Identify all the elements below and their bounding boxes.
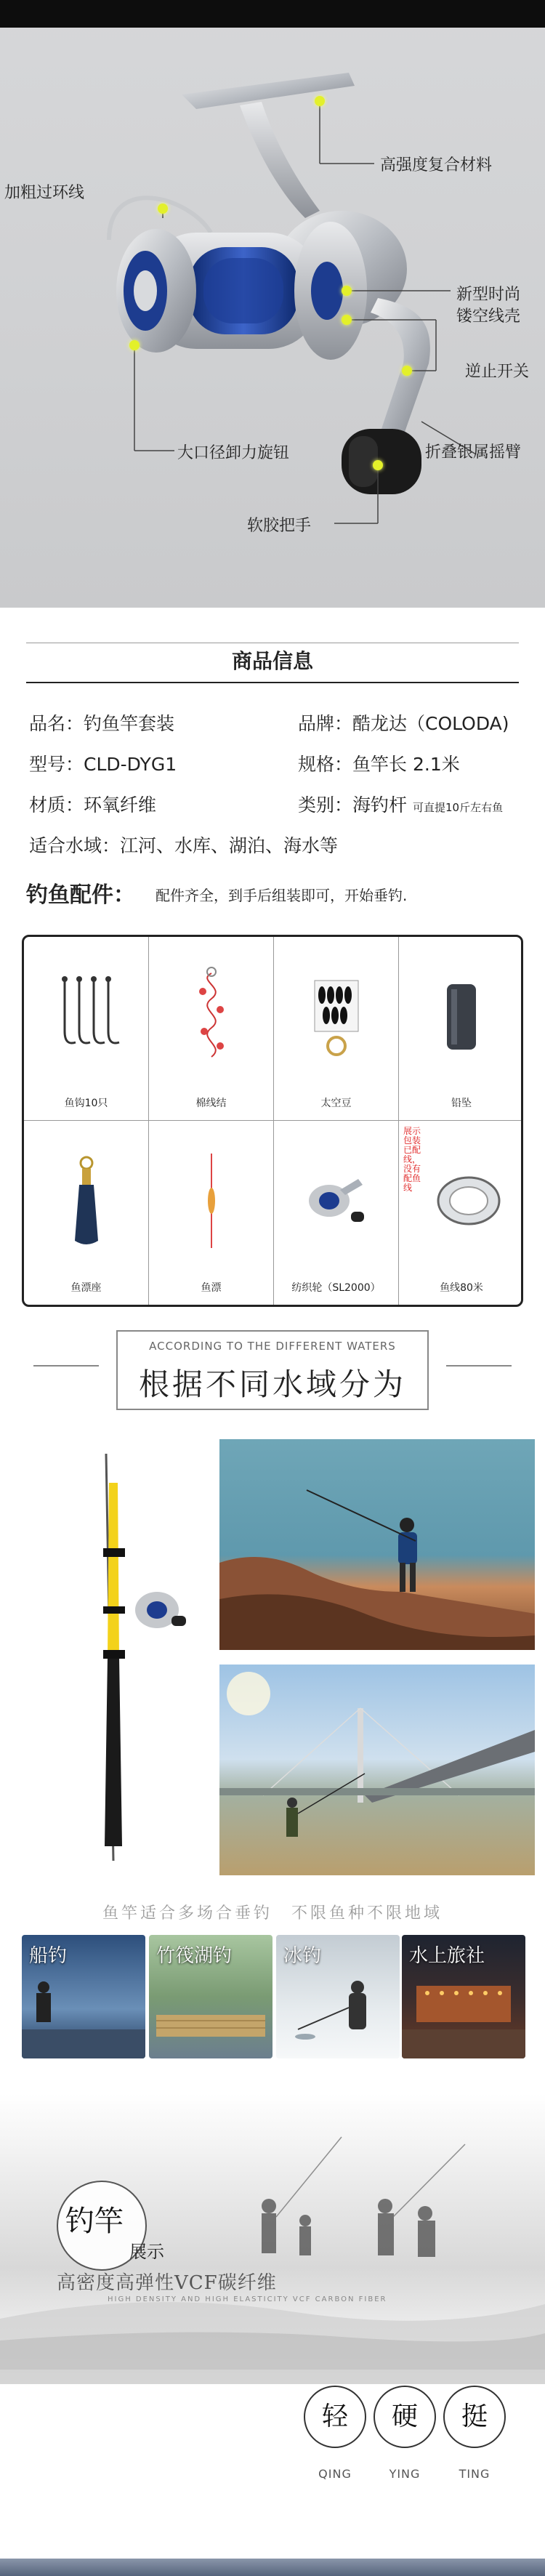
rod-illustration (4, 1439, 215, 1875)
reel-icon (300, 1150, 373, 1252)
accessory-label: 鱼漂座 (70, 1282, 102, 1294)
callout-dot-knob (129, 340, 140, 350)
info-title: 商品信息 (231, 649, 313, 673)
callout-spool-2: 镂空线壳 (456, 307, 521, 326)
callout-dot-material (315, 96, 325, 106)
callout-dot-line-guide (158, 204, 168, 214)
showcase-title-en: HIGH DENSITY AND HIGH ELASTICITY VCF CARBON FIBER (108, 2295, 387, 2303)
trait-light: 轻 (304, 2386, 366, 2448)
scene-boat (22, 1935, 145, 2058)
product-info-section (0, 608, 545, 1335)
spec-label: 规格： (298, 754, 353, 775)
water-hint: 鱼竿适合多场合垂钓 不限鱼种不限地域 (102, 1904, 443, 1923)
info-row-material (29, 791, 156, 817)
brand-value: 酷龙达（COLODA) (352, 713, 509, 734)
info-row-water (29, 832, 338, 858)
accessory-cell (399, 937, 523, 1121)
callout-dot-folding-arm (402, 366, 412, 376)
water-tag-cn: 根据不同水域分为 (138, 1367, 406, 1402)
accessories-title: 钓鱼配件： (26, 882, 135, 908)
accessories-note: 配件齐全，到手后组装即可，开始垂钓. (156, 887, 408, 904)
scene-label: 水上旅社 (409, 1945, 485, 1967)
scene-ice (276, 1935, 400, 2058)
spec-value: 鱼竿长 2.1米 (352, 754, 460, 775)
scene-label: 竹筏湖钓 (156, 1945, 233, 1967)
space-bean-icon (300, 966, 373, 1068)
water-tag-en: ACCORDING TO THE DIFFERENT WATERS (149, 1340, 396, 1353)
trait-hard: 硬 (374, 2386, 436, 2448)
accessory-label: 太空豆 (320, 1098, 352, 1109)
hook-icon (50, 966, 123, 1068)
trait-straight: 挺 (443, 2386, 506, 2448)
callout-dot-spool (342, 286, 352, 296)
info-row-model (29, 750, 177, 776)
info-row-name (29, 709, 174, 736)
callout-handle: 软胶把手 (247, 517, 312, 535)
rod-showcase-section (0, 2093, 545, 2576)
accessory-cell (24, 937, 149, 1121)
bottom-strip (0, 2559, 545, 2576)
float-seat-icon (50, 1150, 123, 1252)
scene-raft (149, 1935, 272, 2058)
showcase-seal-main: 钓竿 (65, 2205, 124, 2238)
model-value: CLD-DYG1 (84, 754, 177, 775)
callout-material: 高强度复合材料 (380, 156, 493, 174)
accessories-grid (22, 935, 523, 1307)
accessory-label: 纺织轮（SL2000） (291, 1282, 381, 1294)
callout-dot-anti-reverse (342, 315, 352, 325)
accessory-label: 鱼线80米 (440, 1282, 483, 1294)
showcase-background (0, 2093, 545, 2576)
line-note: 展示包装已配线，没有配鱼线 (403, 1126, 421, 1193)
float-icon (175, 1150, 248, 1252)
info-row-type (298, 791, 503, 817)
info-row-brand (298, 709, 509, 736)
scene-hotel (402, 1935, 525, 2058)
name-value: 钓鱼竿套装 (84, 713, 175, 734)
showcase-seal-sub: 展示 (129, 2242, 164, 2262)
rod-image (4, 1439, 215, 1875)
accessory-cell (149, 937, 274, 1121)
accessory-cell (274, 937, 399, 1121)
accessory-cell (149, 1121, 274, 1305)
trait-light-pinyin: QING (318, 2467, 352, 2481)
bridge-river-photo (219, 1665, 535, 1875)
reel-hero-section (0, 0, 545, 608)
accessory-cell (274, 1121, 399, 1305)
material-value: 环氧纤维 (84, 794, 157, 816)
info-title-rule (26, 682, 519, 683)
accessory-label: 鱼漂 (201, 1282, 222, 1294)
trait-hard-pinyin: YING (389, 2467, 421, 2481)
info-row-spec (298, 750, 460, 776)
water-label: 适合水域： (29, 835, 121, 856)
accessory-cell (399, 1121, 523, 1305)
model-label: 型号： (29, 754, 84, 775)
type-label: 类别： (298, 794, 353, 816)
scene-label: 船钓 (29, 1945, 68, 1967)
material-label: 材质： (29, 794, 84, 816)
bobber-stop-icon (175, 966, 248, 1068)
showcase-title: 高密度高弹性VCF碳纤维 (57, 2272, 277, 2294)
fishing-line-icon (432, 1150, 505, 1252)
type-value: 海钓杆 (352, 794, 408, 816)
sea-rock-photo (219, 1439, 535, 1650)
callout-knob: 大口径卸力旋钮 (177, 444, 290, 462)
callout-dot-handle (373, 460, 383, 470)
name-label: 品名： (29, 713, 84, 734)
accessory-label: 棉线结 (195, 1098, 227, 1109)
callout-line-guide: 加粗过环线 (4, 184, 85, 202)
type-note: 可直提10斤左右鱼 (412, 801, 504, 814)
scene-label: 冰钓 (283, 1945, 322, 1967)
trait-straight-pinyin: TING (459, 2467, 490, 2481)
callout-anti-reverse: 逆止开关 (465, 363, 530, 381)
accessory-label: 铅坠 (451, 1098, 472, 1109)
callout-folding-arm: 折叠银属摇臂 (425, 443, 522, 462)
brand-label: 品牌： (298, 713, 353, 734)
lead-sinker-icon (425, 966, 498, 1068)
accessory-label: 鱼钩10只 (64, 1098, 108, 1109)
water-value: 江河、水库、湖泊、海水等 (120, 835, 339, 856)
callout-spool-1: 新型时尚 (456, 286, 521, 304)
accessory-cell (24, 1121, 149, 1305)
